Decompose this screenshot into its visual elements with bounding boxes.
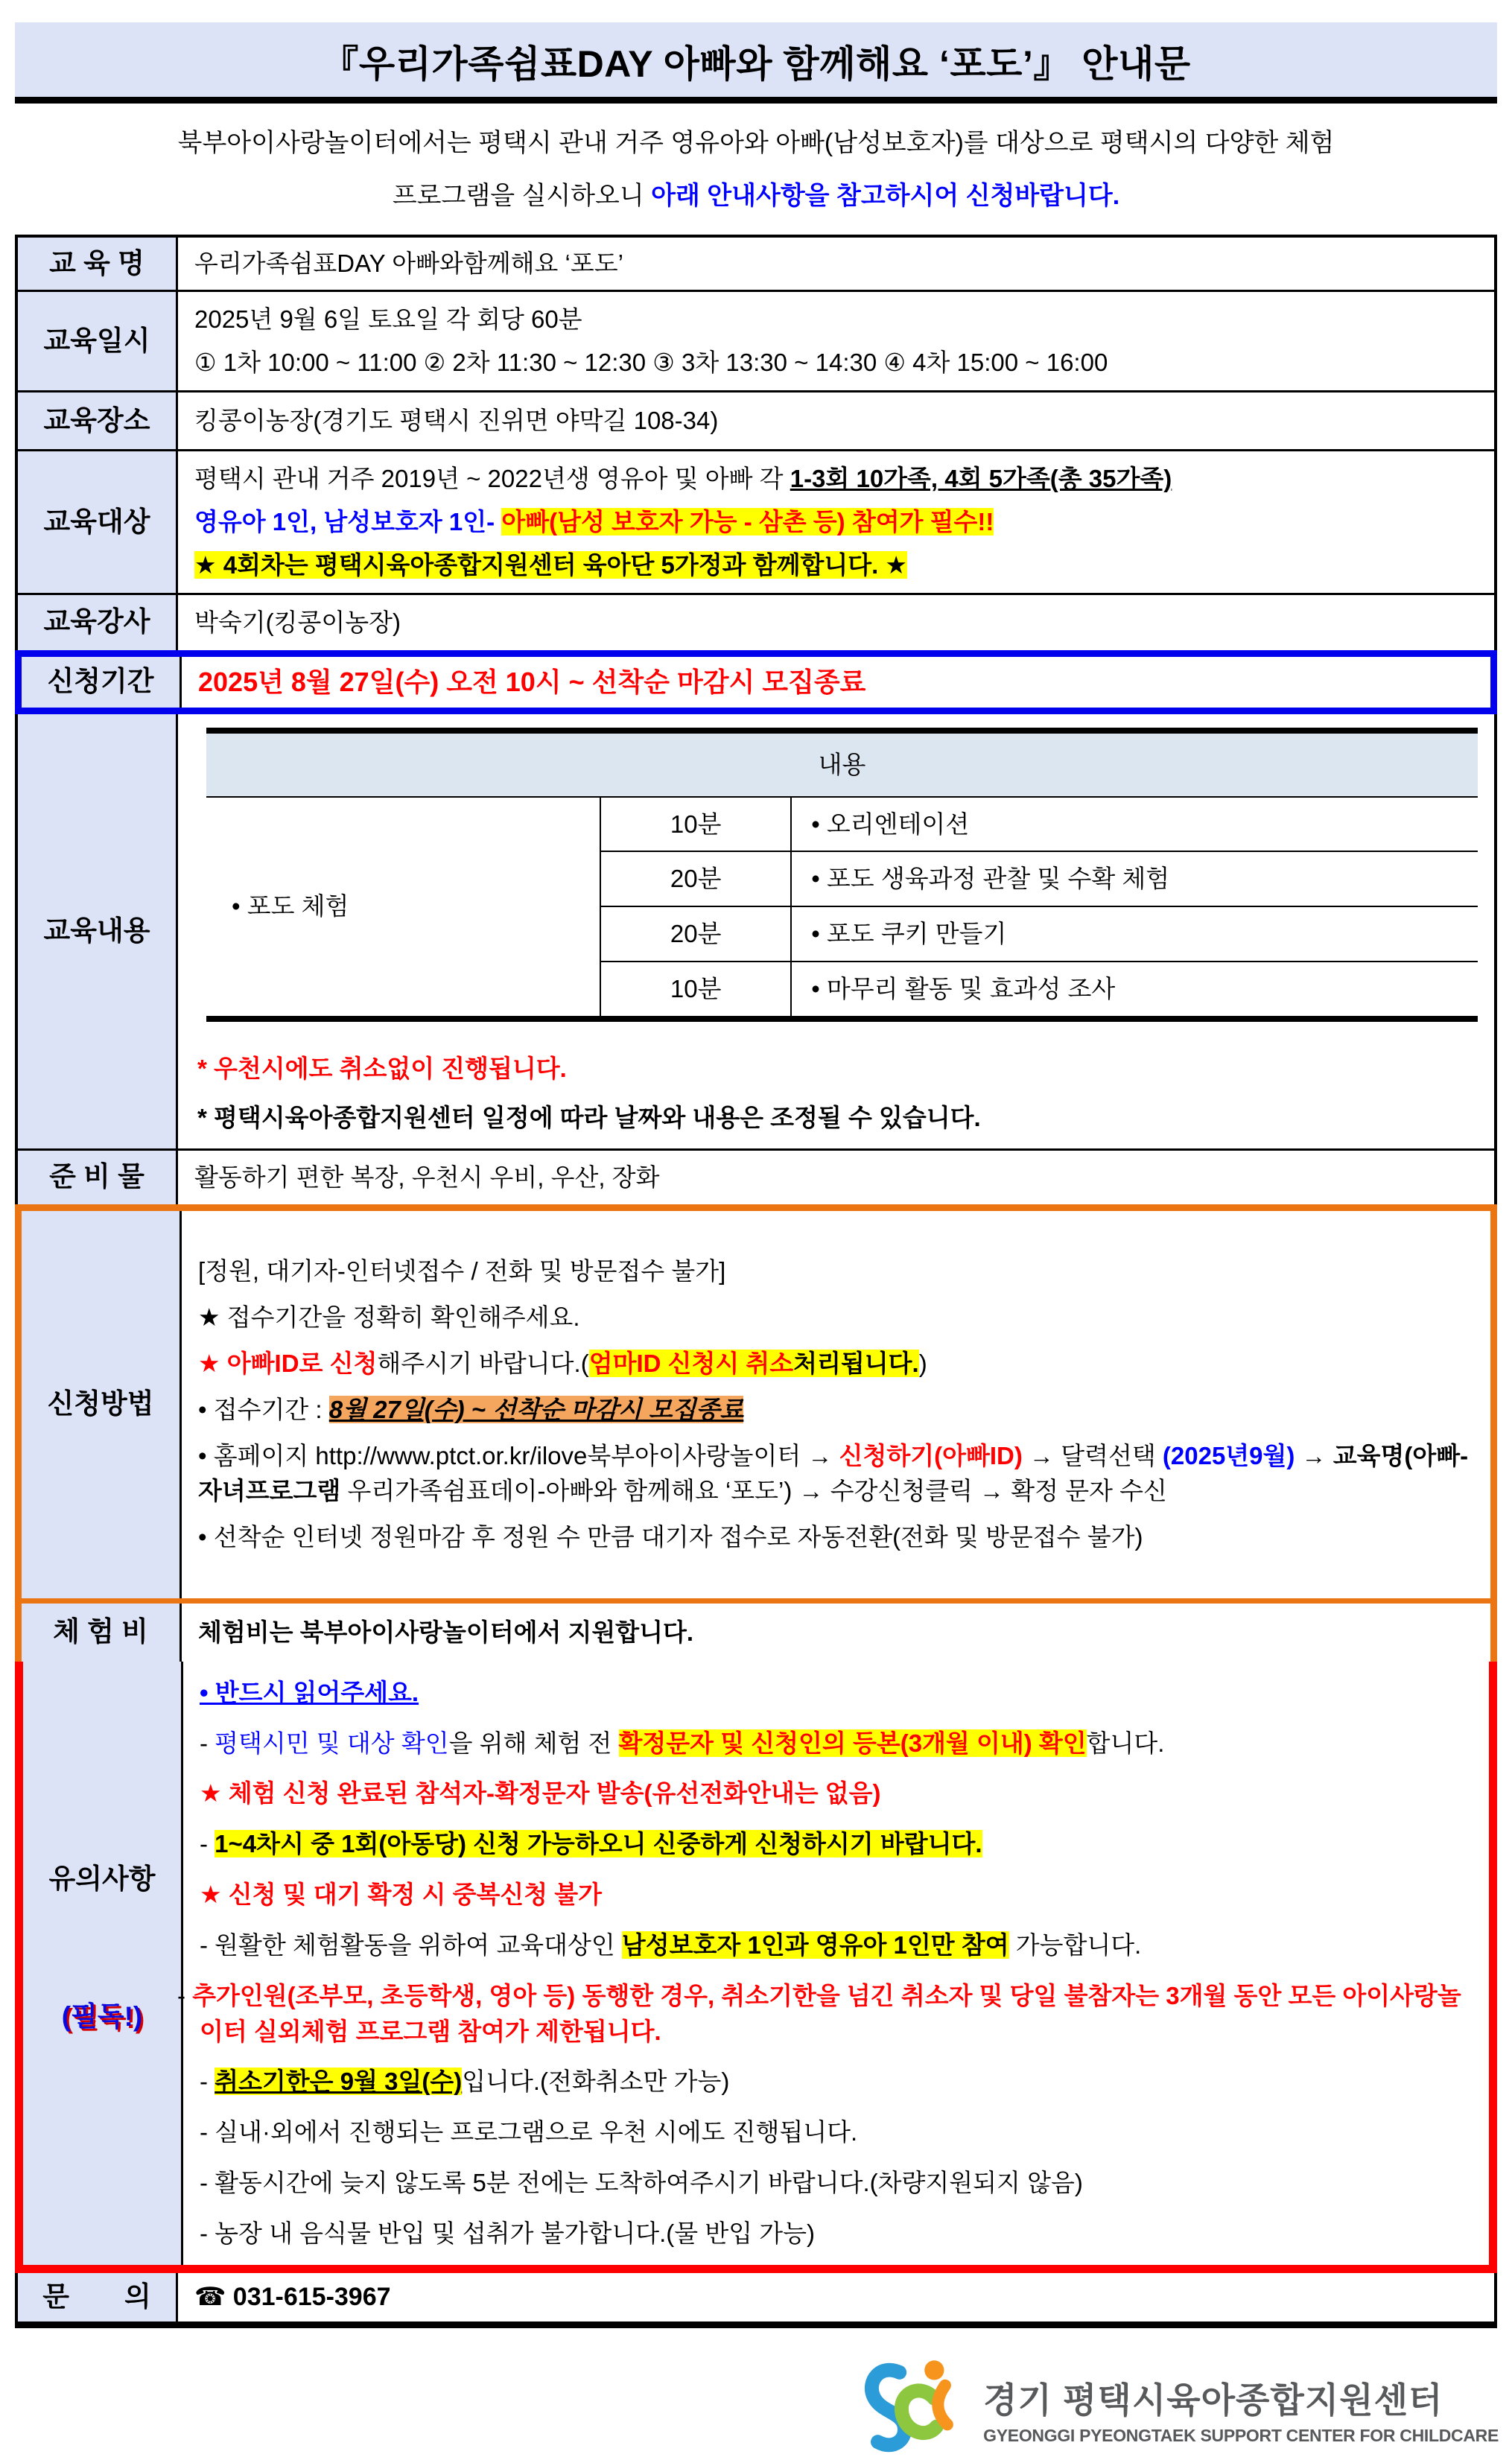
row-label: 문 의 [18, 2273, 178, 2321]
phone-number: ☎ 031-615-3967 [194, 2282, 391, 2311]
intro-line1-text: 북부아이사랑놀이터에서는 평택시 관내 거주 영유아와 아빠(남성보호자)를 대상으로 평택시의 다양한 체험 [177, 129, 1335, 157]
row-label: 교육강사 [18, 595, 178, 650]
center-logo-text [983, 2373, 1499, 2446]
row-education-datetime [15, 290, 1497, 390]
education-content-value [178, 714, 1494, 1148]
method-line-2: ★ 접수기간을 정확히 확인해주세요. [198, 1303, 580, 1332]
row-label: 체 험 비 [22, 1604, 182, 1662]
intro-line-2 [3, 170, 1509, 223]
footer-logo [0, 2355, 1499, 2463]
intro-paragraph [3, 117, 1509, 223]
row-education-place [15, 390, 1497, 449]
application-method-value [182, 1211, 1490, 1598]
notice-line-3: ★ 체험 신청 완료된 참석자-확정문자 발송(유선전화안내는 없음) [200, 1779, 881, 1808]
target-line-3: ★ 4회차는 평택시육아종합지원센터 육아단 5가정과 함께합니다. ★ [194, 550, 908, 579]
info-table [15, 235, 1497, 2328]
notice-line-7: - 추가인원(조부모, 초등학생, 영아 등) 동행한 경우, 취소기한을 넘긴 취소자 및 당일 불참자는 3개월 동안 모든 아이사랑놀이터 실외체험 프로그램 참여가 제한됩니다. [177, 1981, 1461, 2045]
row-application-method [15, 1204, 1497, 1598]
education-datetime-value [178, 292, 1494, 390]
table-row: 20분 • 포도 생육과정 관찰 및 수확 체험 [206, 851, 1478, 906]
notice-line-10: - 활동시간에 늦지 않도록 5분 전에는 도착하여주시기 바랍니다.(차량지원되지 않음) [200, 2169, 1083, 2197]
datetime-line-2: ① 1차 10:00 ~ 11:00 ② 2차 11:30 ~ 12:30 ③ 3차 13:30 ~ 14:30 ④ 4차 15:00 ~ 16:00 [194, 349, 1108, 377]
notice-line-4: - 1~4차시 중 1회(아동당) 신청 가능하오니 신중하게 신청하시기 바랍니다. [200, 1830, 982, 1858]
content-note-1: * 우천시에도 취소없이 진행됩니다. [197, 1055, 567, 1082]
intro-line2-blue: 아래 안내사항을 참고하시어 신청바랍니다. [651, 182, 1120, 211]
table-row: • 포도 체험 10분 • 오리엔테이션 [206, 797, 1478, 852]
education-place-value: 킹콩이농장(경기도 평택시 진위면 야막길 108-34) [194, 407, 719, 435]
row-education-instructor [15, 593, 1497, 650]
experience-fee-value: 체험비는 북부아이사랑놀이터에서 지원합니다. [198, 1618, 694, 1646]
row-label: 준 비 물 [18, 1151, 178, 1204]
target-line-1: 평택시 관내 거주 2019년 ~ 2022년생 영유아 및 아빠 각 1-3회 10가족, 4회 5가족(총 35가족) [194, 465, 1172, 493]
page-title-text: 『우리가족쉼표DAY 아빠와 함께해요 ‘포도’』 안내문 [321, 43, 1191, 85]
row-label: 교육내용 [18, 714, 178, 1148]
notice-line-6: - 원활한 체험활동을 위하여 교육대상인 남성보호자 1인과 영유아 1인만 참여 가능합니다. [200, 1930, 1142, 1959]
row-notice [15, 1662, 1497, 2273]
row-label: 교육장소 [18, 393, 178, 449]
notice-line-1: • 반드시 읽어주세요. [200, 1678, 419, 1706]
row-education-name [15, 238, 1497, 290]
notice-document [0, 22, 1512, 2445]
row-label: 유의사항 (필독!) [23, 1662, 183, 2265]
row-supplies [15, 1148, 1497, 1204]
row-label: 신청기간 [22, 657, 182, 708]
row-experience-fee [15, 1598, 1497, 1662]
notice-line-5: ★ 신청 및 대기 확정 시 중복신청 불가 [200, 1881, 603, 1909]
page-title [15, 22, 1497, 104]
method-line-1: [정원, 대기자-인터넷접수 / 전화 및 방문접수 불가] [198, 1257, 726, 1285]
row-application-period [15, 650, 1497, 714]
method-line-6: • 선착순 인터넷 정원마감 후 정원 수 만큼 대기자 접수로 자동전환(전화 및 방문접수 불가) [198, 1523, 1143, 1551]
supplies-value: 활동하기 편한 복장, 우천시 우비, 우산, 장화 [194, 1163, 660, 1191]
center-name-korean: 경기 평택시육아종합지원센터 [983, 2380, 1443, 2420]
row-label: 교육일시 [18, 292, 178, 390]
center-logo-icon [861, 2355, 973, 2463]
intro-line-1 [3, 117, 1509, 170]
education-instructor-value: 박숙기(킹콩이농장) [194, 608, 401, 636]
content-schedule-table [206, 728, 1478, 1022]
pildok-label: (필독!) [61, 2000, 143, 2032]
intro-line2-black: 프로그램을 실시하오니 [392, 182, 652, 211]
row-label: 교 육 명 [18, 238, 178, 290]
notice-line-2: - 평택시민 및 대상 확인을 위해 체험 전 확정문자 및 신청인의 등본(3개월 이내) 확인합니다. [200, 1729, 1165, 1757]
method-line-3: ★ 아빠ID로 신청해주시기 바랍니다.(엄마ID 신청시 취소처리됩니다.) [198, 1349, 927, 1377]
row-label: 교육대상 [18, 451, 178, 593]
method-line-5: • 홈페이지 http://www.ptct.or.kr/ilove북부아이사랑놀이터 → 신청하기(아빠ID) → 달력선택 (2025년9월) → 교육명(아빠-자녀프로그램 우리가족쉼표데이-아빠와 함께해요 ‘포도’) → 수강신청클릭 → 확정 문자 수신 [198, 1441, 1469, 1505]
education-name-value: 우리가족쉼표DAY 아빠와함께해요 ‘포도’ [194, 250, 623, 278]
activity-cell: • 포도 체험 [206, 797, 600, 1019]
education-target-value [178, 451, 1494, 593]
content-notes [194, 1044, 1482, 1142]
row-label: 신청방법 [22, 1211, 182, 1598]
notice-line-9: - 실내·외에서 진행되는 프로그램으로 우천 시에도 진행됩니다. [200, 2118, 858, 2146]
target-line-2: 영유아 1인, 남성보호자 1인- 아빠(남성 보호자 가능 - 삼촌 등) 참여가 필수!! [194, 507, 994, 535]
row-education-content [15, 714, 1497, 1148]
content-header-cell: 내용 [206, 731, 1478, 797]
contact-value [178, 2273, 1494, 2321]
application-period-value: 2025년 8월 27일(수) 오전 10시 ~ 선착순 마감시 모집종료 [198, 666, 866, 697]
notice-value [177, 1662, 1489, 2265]
notice-line-8: - 취소기한은 9월 3일(수)입니다.(전화취소만 가능) [200, 2068, 730, 2096]
content-note-2: * 평택시육아종합지원센터 일정에 따라 날짜와 내용은 조정될 수 있습니다. [197, 1103, 981, 1131]
notice-line-11: - 농장 내 음식물 반입 및 섭취가 불가합니다.(물 반입 가능) [200, 2219, 815, 2247]
table-row: 10분 • 마무리 활동 및 효과성 조사 [206, 962, 1478, 1019]
datetime-line-1: 2025년 9월 6일 토요일 각 회당 60분 [194, 305, 582, 334]
row-contact [15, 2273, 1497, 2321]
method-line-4: • 접수기간 : 8월 27일(수) ~ 선착순 마감시 모집종료 [198, 1395, 744, 1423]
table-header-row [206, 731, 1478, 797]
table-row: 20분 • 포도 쿠키 만들기 [206, 906, 1478, 962]
row-education-target [15, 449, 1497, 593]
center-name-english: GYEONGGI PYEONGTAEK SUPPORT CENTER FOR CHILDCARE [983, 2425, 1499, 2445]
